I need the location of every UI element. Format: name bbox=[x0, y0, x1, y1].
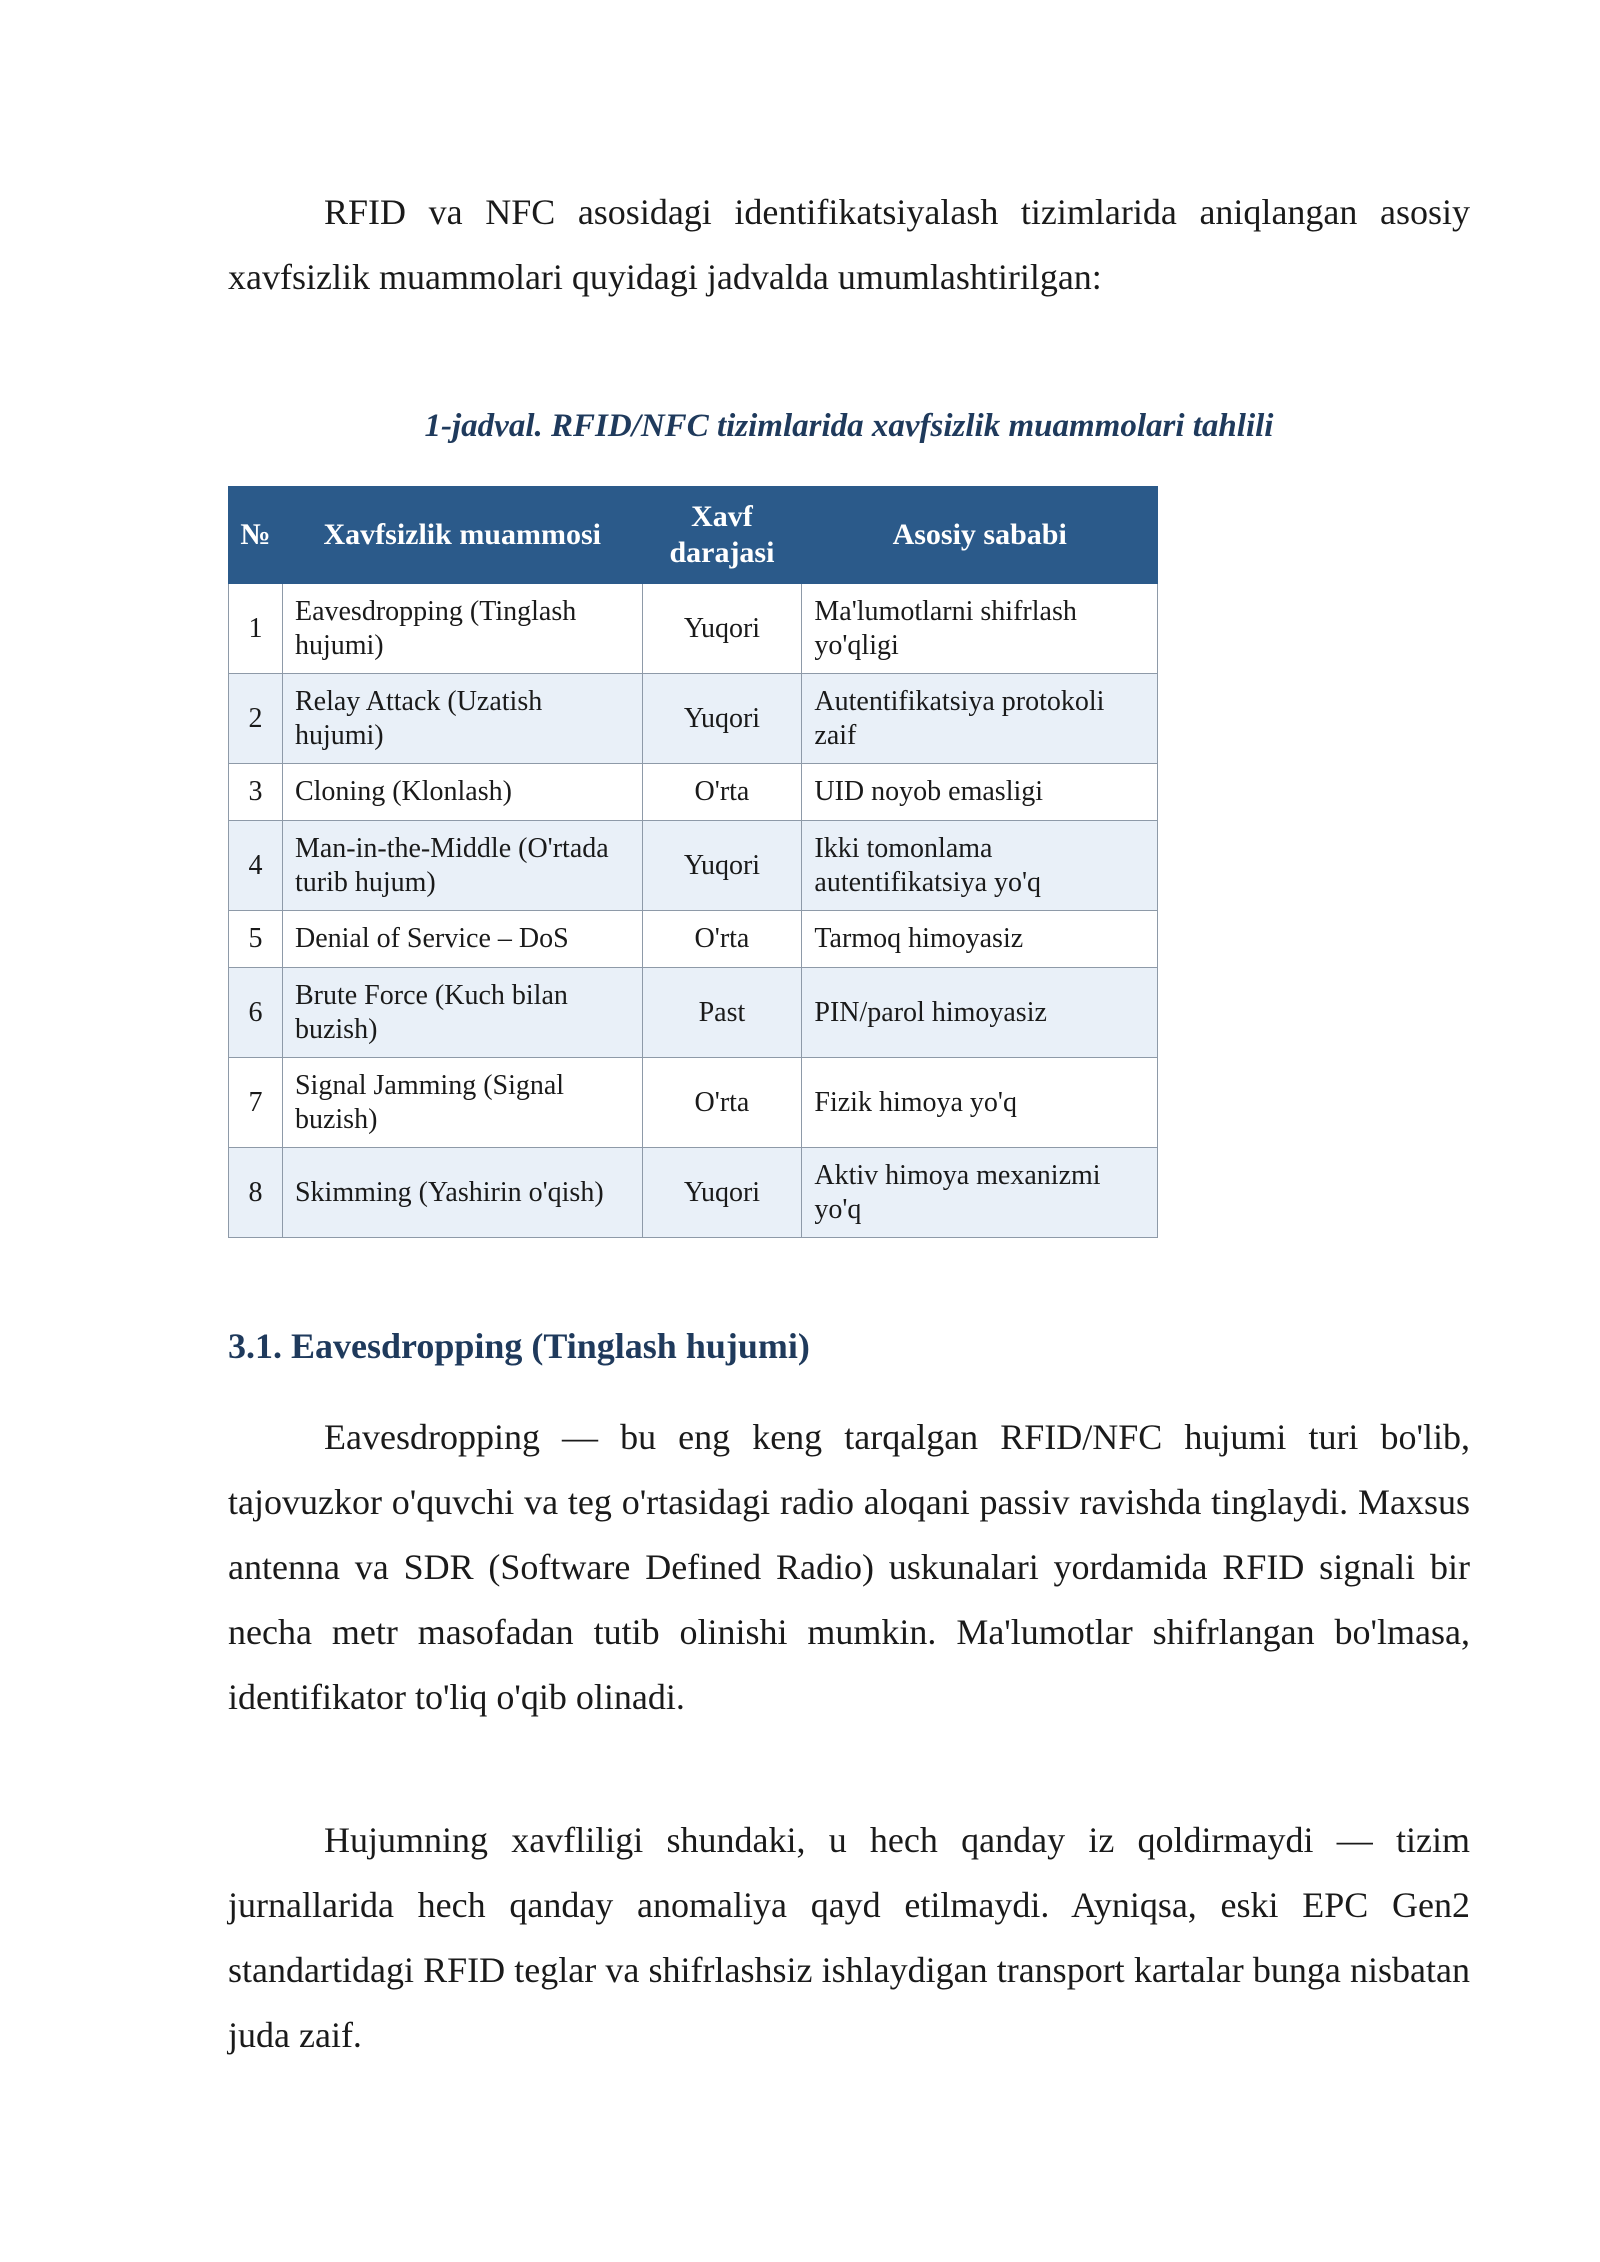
table-header-row bbox=[229, 487, 1158, 584]
row-issue: Signal Jamming (Signal buzish) bbox=[282, 1058, 642, 1148]
row-level: Yuqori bbox=[642, 1148, 802, 1238]
row-level: Past bbox=[642, 968, 802, 1058]
row-number: 2 bbox=[229, 674, 283, 764]
table-row bbox=[229, 674, 1158, 764]
table-row bbox=[229, 821, 1158, 911]
row-cause: PIN/parol himoyasiz bbox=[802, 968, 1158, 1058]
row-cause: UID noyob emasligi bbox=[802, 764, 1158, 821]
row-cause: Tarmoq himoyasiz bbox=[802, 911, 1158, 968]
row-number: 1 bbox=[229, 584, 283, 674]
intro-paragraph: RFID va NFC asosidagi identifikatsiyalash tizimlarida aniqlangan asosiy xavfsizlik muammolari quyidagi jadvalda umumlashtirilgan: bbox=[228, 192, 1470, 297]
table-row bbox=[229, 911, 1158, 968]
row-cause: Ikki tomonlama autentifikatsiya yo'q bbox=[802, 821, 1158, 911]
row-issue: Skimming (Yashirin o'qish) bbox=[282, 1148, 642, 1238]
row-issue: Cloning (Klonlash) bbox=[282, 764, 642, 821]
row-cause: Aktiv himoya mexanizmi yo'q bbox=[802, 1148, 1158, 1238]
row-issue: Man-in-the-Middle (O'rtada turib hujum) bbox=[282, 821, 642, 911]
row-number: 7 bbox=[229, 1058, 283, 1148]
row-cause: Ma'lumotlarni shifrlash yo'qligi bbox=[802, 584, 1158, 674]
table-caption: 1-jadval. RFID/NFC tizimlarida xavfsizlik muammolari tahlili bbox=[424, 408, 1274, 444]
row-number: 8 bbox=[229, 1148, 283, 1238]
table-row bbox=[229, 1058, 1158, 1148]
body-paragraph: Eavesdropping — bu eng keng tarqalgan RFID/NFC hujumi turi bo'lib, tajovuzkor o'quvchi va teg o'rtasidagi radio aloqani passiv ravishda tinglaydi. Maxsus antenna va SDR (Software Defined Radio) uskunalari yordamida RFID signali bir necha metr masofadan tutib olinishi mumkin. Ma'lumotlar shifrlangan bo'lmasa, identifikator to'liq o'qib olinadi. bbox=[228, 1417, 1470, 1717]
row-number: 5 bbox=[229, 911, 283, 968]
table-row bbox=[229, 968, 1158, 1058]
row-issue: Eavesdropping (Tinglash hujumi) bbox=[282, 584, 642, 674]
header-issue: Xavfsizlik muammosi bbox=[282, 487, 642, 584]
row-level: O'rta bbox=[642, 1058, 802, 1148]
row-cause: Autentifikatsiya protokoli zaif bbox=[802, 674, 1158, 764]
row-number: 3 bbox=[229, 764, 283, 821]
section-heading: 3.1. Eavesdropping (Tinglash hujumi) bbox=[228, 1326, 810, 1366]
row-issue: Relay Attack (Uzatish hujumi) bbox=[282, 674, 642, 764]
row-number: 6 bbox=[229, 968, 283, 1058]
table-row bbox=[229, 1148, 1158, 1238]
table-row bbox=[229, 764, 1158, 821]
header-number: № bbox=[229, 487, 283, 584]
row-issue: Denial of Service – DoS bbox=[282, 911, 642, 968]
table-row bbox=[229, 584, 1158, 674]
row-cause: Fizik himoya yo'q bbox=[802, 1058, 1158, 1148]
row-number: 4 bbox=[229, 821, 283, 911]
row-level: O'rta bbox=[642, 911, 802, 968]
row-level: Yuqori bbox=[642, 821, 802, 911]
header-cause: Asosiy sababi bbox=[802, 487, 1158, 584]
row-level: Yuqori bbox=[642, 584, 802, 674]
security-issues-table bbox=[228, 486, 1158, 1238]
row-issue: Brute Force (Kuch bilan buzish) bbox=[282, 968, 642, 1058]
row-level: Yuqori bbox=[642, 674, 802, 764]
body-paragraph: Hujumning xavfliligi shundaki, u hech qanday iz qoldirmaydi — tizim jurnallarida hech qanday anomaliya qayd etilmaydi. Ayniqsa, eski EPC Gen2 standartidagi RFID teglar va shifrlashsiz ishlaydigan transport kartalar bunga nisbatan juda zaif. bbox=[228, 1820, 1470, 2055]
row-level: O'rta bbox=[642, 764, 802, 821]
header-level: Xavf darajasi bbox=[642, 487, 802, 584]
